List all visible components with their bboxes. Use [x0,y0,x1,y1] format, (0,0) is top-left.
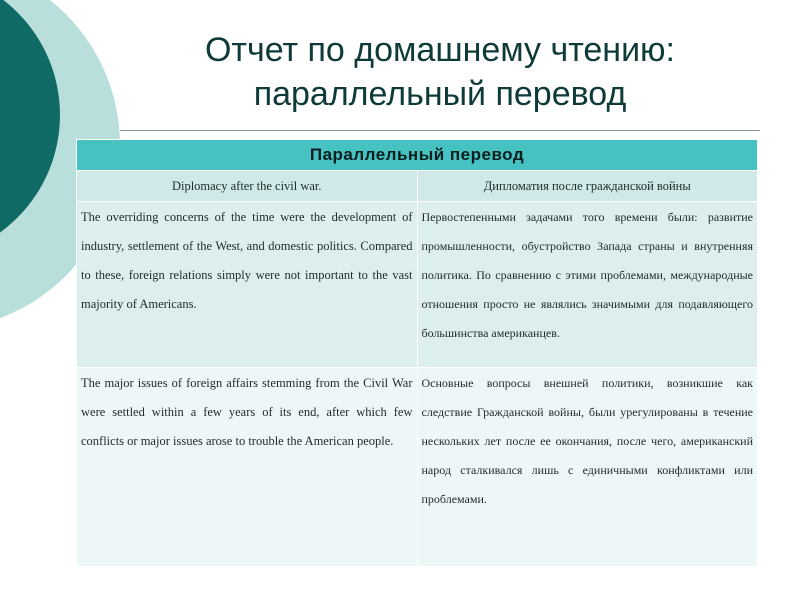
russian-cell: Основные вопросы внешней политики, возникшие как следствие Гражданской войны, были урегулированы в течение нескольких лет после ее окончания, после чего, американский народ сталкивался лишь с единичными конфликтами или проблемами. [417,368,758,567]
column-header-russian: Дипломатия после гражданской войны [417,171,758,202]
column-header-row [77,171,758,202]
table-row [77,202,758,368]
slide-title [120,28,760,116]
slide-title-line1: Отчет по домашнему чтению: [204,31,676,69]
table-row [77,368,758,567]
english-cell: The overriding concerns of the time were the development of industry, settlement of the West, and domestic politics. Compared to these, foreign relations simply were not important to the vast majority of Americans. [77,202,418,368]
english-cell: The major issues of foreign affairs stemming from the Civil War were settled within a few years of its end, after which few conflicts or major issues arose to trouble the American people. [77,368,418,567]
russian-cell: Первостепенными задачами того времени были: развитие промышленности, обустройство Запада страны и внутренняя политика. По сравнению с этими проблемами, международные отношения просто не являлись значимыми для подавляющего большинства американцев. [417,202,758,368]
title-divider [120,130,760,131]
translation-table [76,139,758,567]
column-header-english: Diplomacy after the civil war. [77,171,418,202]
slide-title-line2: параллельный перевод [253,75,627,113]
table-header-row [77,140,758,171]
table-header: Параллельный перевод [77,140,758,171]
